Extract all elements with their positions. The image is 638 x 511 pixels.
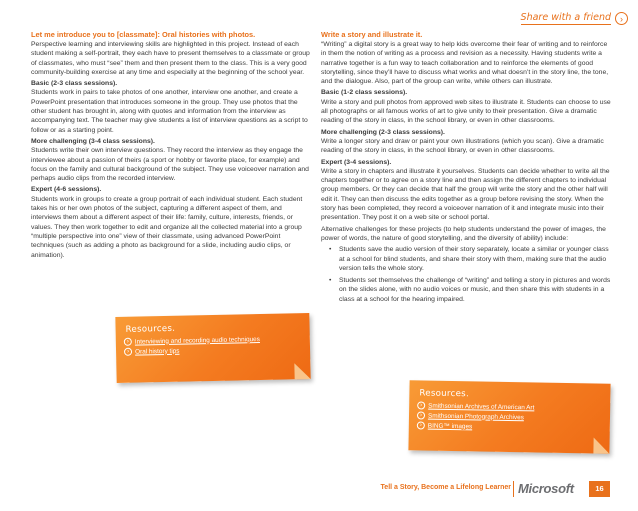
intro-paragraph: “Writing” a digital story is a great way to help kids overcome their fear of writing and to reinforce in them the notion of writing as a process and revision as a necessity. Having students write a narrative together is a fun way to teach collaboration and to reinforce the elements of good storytelling, since they’ll have to discuss what works and what doesn’t in the story line, the tone, and the dialogue. Also, part of the group can write, while others can illustrate. bbox=[321, 41, 609, 86]
intro-paragraph: Perspective learning and interviewing skills are highlighted in this project. Instead of each student making a self-portrait, they each have to present themselves to a classmate or group of classmates, who must “see” them and then present them to the class. This is a very good community-building exercise at any time and especially at the beginning of the school year. bbox=[31, 41, 310, 76]
expert-heading: Expert (4-6 sessions). bbox=[31, 186, 102, 194]
alternative-list bbox=[321, 245, 611, 304]
page-curl bbox=[593, 437, 609, 453]
chevron-right-icon: › bbox=[417, 421, 425, 429]
section-title: Let me introduce you to [classmate]: Oral histories with photos. bbox=[31, 30, 256, 39]
chevron-right-icon: › bbox=[124, 348, 132, 356]
chevron-right-icon: › bbox=[417, 401, 425, 409]
resources-note-left bbox=[115, 313, 310, 383]
challenging-paragraph: Students write their own interview questions. They record the interview as they engage the interviewee about a passion of theirs (a sport or hobby or favorite place, for example) and focus on the family and cultural background of the subject. They use voiceover narration and perhaps audio clips from the recorded interview. bbox=[31, 147, 309, 183]
resources-note-right bbox=[408, 380, 610, 453]
alternative-paragraph: Alternative challenges for these projects (to help students understand the power of images, the power of words, the nature of good storytelling, and the diversity of ability) include: bbox=[321, 225, 606, 242]
chevron-right-icon[interactable]: › bbox=[615, 12, 628, 25]
challenging-heading: More challenging (2-3 class sessions). bbox=[321, 128, 445, 136]
resources-title: Resources. bbox=[125, 323, 176, 335]
challenging-paragraph: Write a longer story and draw or paint your own illustrations (which you scan). Give a dramatic reading of the story in class, in the school library, or even in other classrooms. bbox=[321, 137, 604, 155]
resource-link-text[interactable]: Smithsonian Archives of American Art bbox=[428, 402, 535, 411]
resource-link-text[interactable]: Oral history tips bbox=[134, 347, 180, 356]
list-item: • Students save the audio version of their story separately, locate a similar or younger class at a school for blind students, and share their story with them, making sure that the audio version tells the whole story. bbox=[339, 245, 611, 273]
challenging-heading: More challenging (3-4 class sessions). bbox=[31, 137, 155, 145]
footer-divider bbox=[513, 481, 514, 497]
right-column bbox=[321, 30, 611, 307]
resources-title: Resources. bbox=[419, 388, 470, 400]
basic-paragraph: Students work in pairs to take photos of one another, interview one another, and create a PowerPoint presentation that introduces someone in the group. They use photos that the other student has brought in, along with quotes and information from the interview as accompanying text. The teacher may give students a list of interview questions as a script to follow or as a starting point. bbox=[31, 89, 308, 134]
list-item: • Students set themselves the challenge of “writing” and telling a story in pictures and words on the slides alone, with no audio voices or music, and then share this with students in a class at a school for the hearing impaired. bbox=[339, 276, 611, 304]
expert-paragraph: Write a story in chapters and illustrate it yourselves. Students can decide whether to write all the chapters together or to agree on a story line and then assign the different chapters to individual group members. Or they can decide that half the group will write the story and the other half will edit it. They can then discuss the edits together as a group before revising the story. When the story has been completed, they record a voiceover narration of it and integrate music into their presentation. They post it on a web site or school portal. bbox=[321, 167, 610, 222]
resource-link-text[interactable]: Interviewing and recording audio techniques bbox=[134, 335, 260, 346]
basic-paragraph: Write a story and pull photos from approved web sites to illustrate it. Students can choose to use all photographs or all famous works of art to give unity to their presentation. Give a dramatic reading of the story in class, in the school library, or even in other classrooms. bbox=[321, 98, 611, 125]
left-column bbox=[31, 30, 313, 262]
basic-heading: Basic (2-3 class sessions). bbox=[31, 80, 118, 88]
resource-link[interactable] bbox=[417, 421, 610, 432]
resource-link[interactable] bbox=[124, 344, 310, 356]
share-with-friend-link[interactable] bbox=[521, 12, 628, 25]
basic-heading: Basic (1-2 class sessions). bbox=[321, 89, 408, 97]
chevron-right-icon: › bbox=[124, 338, 132, 346]
expert-paragraph: Students work in groups to create a group portrait of each individual student. Each student takes his or her own photos of the subject, capturing a different aspect of them, and interviews them about a different aspect of their life: family, culture, interests, friends, or values. They then work together to edit and organize all the collected material into a group “multiple perspective into one” view of their classmate, using advanced PowerPoint techniques (such as adding a photo as background for a slide, including audio clips, or animation). bbox=[31, 195, 303, 259]
share-label[interactable]: Share with a friend bbox=[520, 12, 611, 23]
section-title: Write a story and illustrate it. bbox=[321, 30, 423, 39]
resource-link-text[interactable]: Smithsonian Photograph Archives bbox=[427, 412, 524, 421]
page-number: 16 bbox=[589, 481, 610, 497]
resource-link-text[interactable]: BING™ images bbox=[427, 422, 473, 430]
footer-title: Tell a Story, Become a Lifelong Learner bbox=[380, 484, 511, 491]
page-curl bbox=[294, 363, 310, 379]
chevron-right-icon: › bbox=[417, 411, 425, 419]
page-footer bbox=[0, 481, 638, 497]
microsoft-logo: Microsoft bbox=[518, 481, 574, 496]
expert-heading: Expert (3-4 sessions). bbox=[321, 158, 392, 166]
